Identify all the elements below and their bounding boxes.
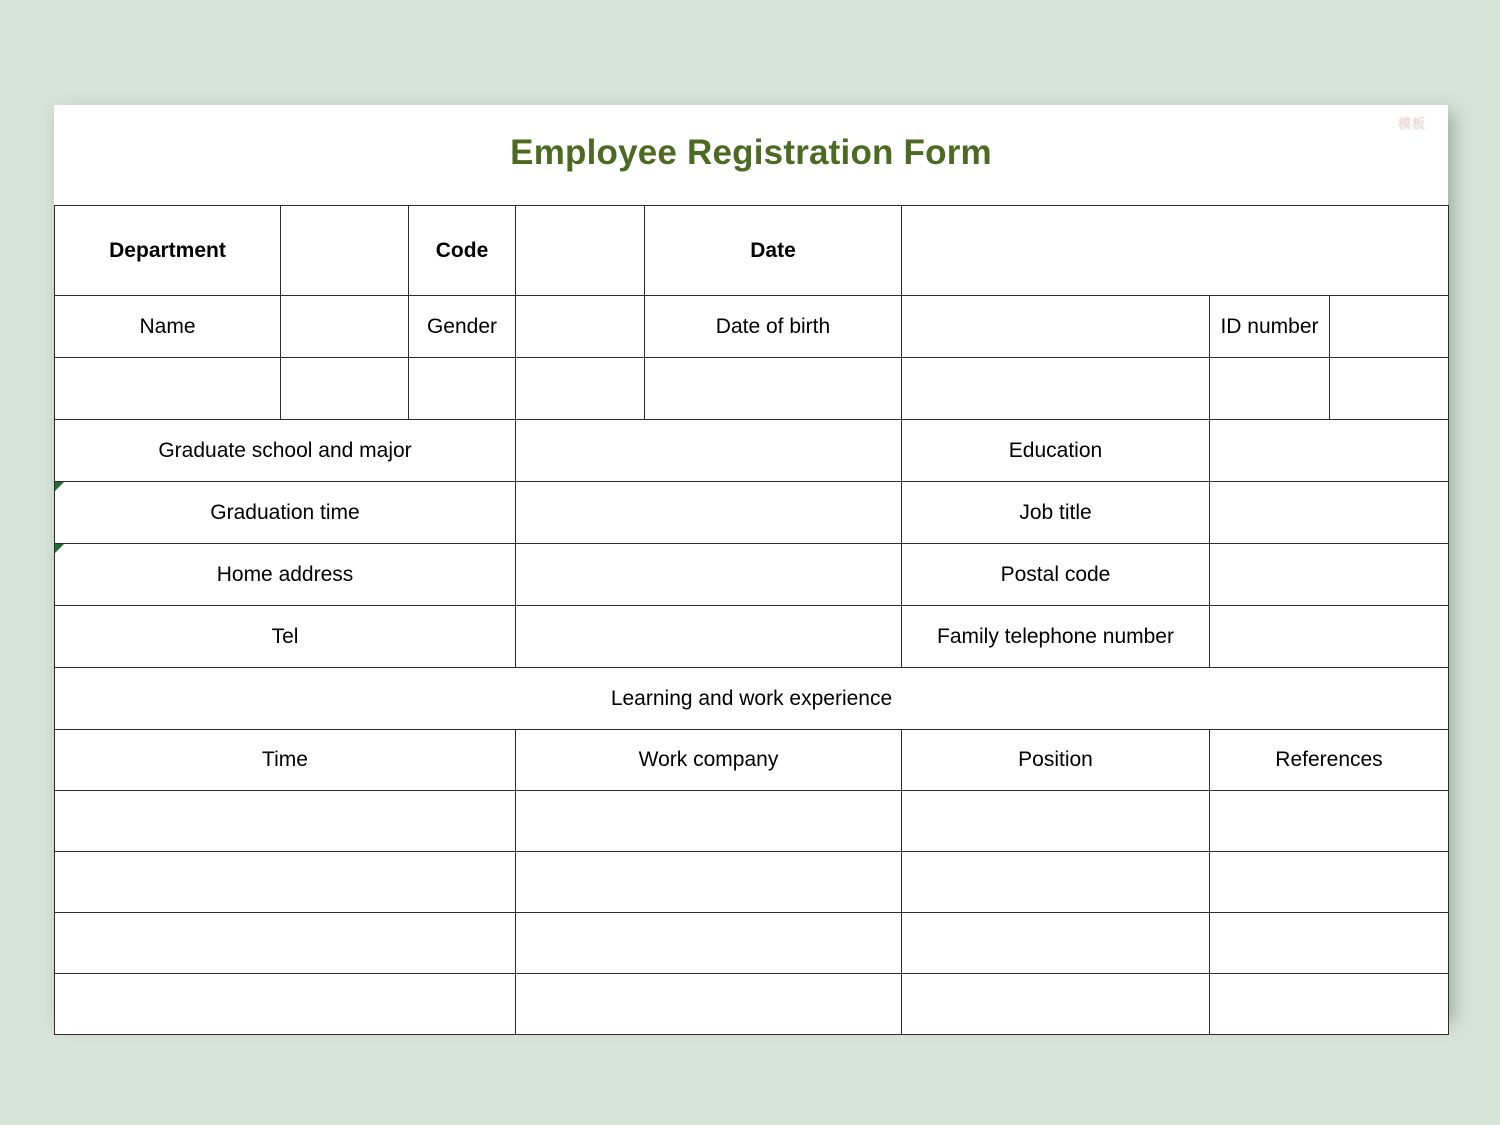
date-of-birth-entry-cell[interactable] <box>645 358 902 420</box>
table-row-experience-entry <box>55 974 1449 1035</box>
home-address-label: Home address <box>55 544 516 606</box>
name-entry-cell-2[interactable] <box>281 358 409 420</box>
department-value[interactable] <box>281 206 409 296</box>
learning-work-experience-band: Learning and work experience <box>55 668 1449 730</box>
experience-time-cell[interactable] <box>55 852 516 913</box>
job-title-value[interactable] <box>1210 482 1449 544</box>
date-of-birth-label: Date of birth <box>645 296 902 358</box>
experience-col-position: Position <box>902 730 1210 791</box>
experience-references-cell[interactable] <box>1210 974 1449 1035</box>
postal-code-value[interactable] <box>1210 544 1449 606</box>
experience-work-company-cell[interactable] <box>516 852 902 913</box>
title-band <box>54 105 1448 205</box>
gender-value[interactable] <box>516 296 645 358</box>
table-row-department <box>55 206 1449 296</box>
id-number-entry-cell[interactable] <box>1210 358 1330 420</box>
name-label: Name <box>55 296 281 358</box>
experience-position-cell[interactable] <box>902 913 1210 974</box>
graduation-time-label: Graduation time <box>55 482 516 544</box>
date-value[interactable] <box>902 206 1449 296</box>
postal-code-label: Postal code <box>902 544 1210 606</box>
table-row-experience-entry <box>55 852 1449 913</box>
graduation-time-value[interactable] <box>516 482 902 544</box>
page-title: Employee Registration Form <box>510 133 992 172</box>
experience-position-cell[interactable] <box>902 974 1210 1035</box>
gender-entry-cell[interactable] <box>409 358 516 420</box>
employee-registration-table <box>54 205 1449 1035</box>
date-of-birth-entry-cell-2[interactable] <box>902 358 1210 420</box>
gender-entry-cell-2[interactable] <box>516 358 645 420</box>
table-row-section-band <box>55 668 1449 730</box>
experience-time-cell[interactable] <box>55 913 516 974</box>
table-row-graduation-time <box>55 482 1449 544</box>
table-row-tel <box>55 606 1449 668</box>
table-row-identity-entry <box>55 358 1449 420</box>
family-telephone-label: Family telephone number <box>902 606 1210 668</box>
experience-col-work-company: Work company <box>516 730 902 791</box>
name-entry-cell[interactable] <box>55 358 281 420</box>
experience-time-cell[interactable] <box>55 974 516 1035</box>
education-value[interactable] <box>1210 420 1449 482</box>
experience-col-time: Time <box>55 730 516 791</box>
id-number-label: ID number <box>1210 296 1330 358</box>
date-label: Date <box>645 206 902 296</box>
graduate-school-label: Graduate school and major <box>55 420 516 482</box>
tel-label: Tel <box>55 606 516 668</box>
id-number-value[interactable] <box>1330 296 1449 358</box>
table-row-identity <box>55 296 1449 358</box>
form-card <box>54 105 1448 1015</box>
family-telephone-value[interactable] <box>1210 606 1449 668</box>
table-row-experience-entry <box>55 913 1449 974</box>
experience-work-company-cell[interactable] <box>516 974 902 1035</box>
education-label: Education <box>902 420 1210 482</box>
experience-work-company-cell[interactable] <box>516 791 902 852</box>
code-label: Code <box>409 206 516 296</box>
experience-time-cell[interactable] <box>55 791 516 852</box>
home-address-value[interactable] <box>516 544 902 606</box>
gender-label: Gender <box>409 296 516 358</box>
id-number-entry-cell-2[interactable] <box>1330 358 1449 420</box>
tel-value[interactable] <box>516 606 902 668</box>
graduate-school-value[interactable] <box>516 420 902 482</box>
job-title-label: Job title <box>902 482 1210 544</box>
experience-references-cell[interactable] <box>1210 913 1449 974</box>
experience-position-cell[interactable] <box>902 852 1210 913</box>
experience-col-references: References <box>1210 730 1449 791</box>
experience-position-cell[interactable] <box>902 791 1210 852</box>
experience-references-cell[interactable] <box>1210 791 1449 852</box>
name-value[interactable] <box>281 296 409 358</box>
code-value[interactable] <box>516 206 645 296</box>
experience-references-cell[interactable] <box>1210 852 1449 913</box>
experience-work-company-cell[interactable] <box>516 913 902 974</box>
table-row-experience-headers <box>55 730 1449 791</box>
table-row-graduate-school <box>55 420 1449 482</box>
watermark-logo: 模板 <box>1397 116 1426 131</box>
date-of-birth-value[interactable] <box>902 296 1210 358</box>
department-label: Department <box>55 206 281 296</box>
table-row-home-address <box>55 544 1449 606</box>
table-row-experience-entry <box>55 791 1449 852</box>
